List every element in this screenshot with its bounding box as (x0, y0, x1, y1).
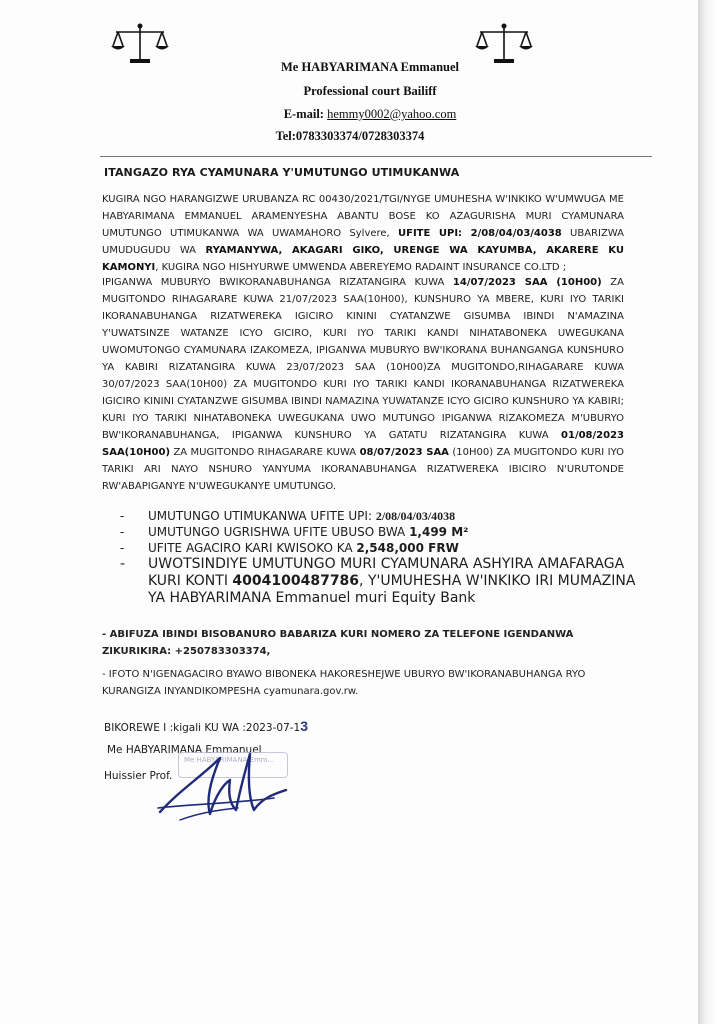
para2-text: ZA MUGITONDO RIHAGARARE KUWA (170, 447, 360, 458)
list-item-text: UMUTUNGO UTIMUKANWA UFITE UPI: (148, 509, 376, 523)
contact-note: - ABIFUZA IBINDI BISOBANURO BABARIZA KURI NOMERO ZA TELEFONE IGENDANWA ZIKURIKIRA: +250783303374, (102, 629, 574, 657)
list-item (120, 508, 640, 524)
signatory-name: Me HABYARIMANA Emmanuel (107, 744, 262, 756)
list-item-account: 4004100487786 (232, 573, 360, 589)
para1-location: RYAMANYWA, AKAGARI GIKO, URENGE WA KAYUMBA, AKARERE KU KAMONYI (102, 245, 624, 273)
property-details-list (120, 508, 640, 607)
header-divider (100, 156, 652, 157)
signatory-role: Huissier Prof. (104, 770, 173, 782)
list-item (120, 524, 640, 540)
para2-text: IPIGANWA MUBURYO BWIKORANABUHANGA RIZATANGIRA KUWA (102, 277, 453, 288)
list-item-text: UMUTUNGO UGRISHWA UFITE UBUSO BWA (148, 525, 410, 539)
para1-text: UBARIZWA UMUDUGUDU WA (102, 228, 624, 256)
handwritten-signature (150, 750, 290, 830)
email-label: E-mail: (283, 107, 328, 121)
list-item-text: , Y'UMUHESHA W'INKIKO IRI MUMAZINA YA HABYARIMANA Emmanuel muri Equity Bank (148, 573, 636, 606)
list-item-value: 2,548,000 FRW (356, 541, 459, 555)
telephone-line: Tel:0783303374/0728303374 (275, 129, 425, 143)
photo-note: - IFOTO N'IGENAGACIRO BYAWO BIBONEKA HAKORESHEJWE UBURYO BW'IKORANABUHANGA RYO KURANGIZA INYANDIKOMPESHA cyamunara.gov.rw. (102, 669, 586, 697)
paragraph-intro (102, 191, 624, 276)
notice-title: ITANGAZO RYA CYAMUNARA Y'UMUTUNGO UTIMUKANWA (104, 166, 460, 179)
list-item-text: UWOTSINDIYE UMUTUNGO MURI CYAMUNARA ASHYIRA AMAFARAGA KURI KONTI (148, 556, 625, 589)
list-item (120, 556, 640, 607)
list-item-upi: 2/08/04/03/4038 (375, 509, 456, 523)
list-item (120, 540, 640, 556)
email-link[interactable]: hemmy0002@yahoo.com (327, 107, 457, 121)
para2-end-date: 08/07/2023 SAA (359, 447, 449, 458)
list-item-text: UFITE AGACIRO KARI KWISOKO KA (148, 541, 357, 555)
signing-date-text: BIKOREWE I :kigali KU WA :2023-07-1 (104, 722, 301, 734)
para2-text: (10H00) ZA MUGITONDO KURI IYO TARIKI ARI NAYO NSHURO YANYUMA IKORANABUHANGA RIZATWEREKA IBICIRO N'URUTONDE RW'ABAPIGANYE N'UWEGUKANYE UMUTUNGO. (102, 447, 625, 492)
page-edge-shadow (698, 0, 718, 1024)
email-line (20, 107, 718, 122)
paragraph-auction-schedule (102, 274, 624, 495)
official-stamp: Me HABYARIMANA Emm... (178, 752, 288, 778)
bailiff-role: Professional court Bailiff (303, 84, 437, 98)
para2-start-date: 14/07/2023 SAA (10H00) (452, 277, 602, 288)
para1-upi: UFITE UPI: 2/08/04/03/4038 (398, 228, 562, 239)
para1-text: , KUGIRA NGO HISHYURWE UMWENDA ABEREYEMO RADAINT INSURANCE CO.LTD ; (155, 262, 567, 273)
para2-text: ZA MUGITONDO RIHAGARARE KUWA 21/07/2023 SAA(10H00), KUNSHURO YA MBERE, KURI IYO TARIKI IKORANABUHANGA RIZATWEREKA IGICIRO KININI CYATANZWE GISUMBA IBINDI N'AMAZINA Y'UWATSINZE WATANZE ICYO GICIRO, KURI IYO TARIKI KANDI NIHATABONEKA UWEGUKANA UWOMUTONGO CYAMUNARA IZAKOMEZA, IPIGANWA MUBURYO BW'IKORANA BUHANGANGA KUNSHURO YA KABIRI RIZATANGIRA KUWA 23/07/2023 SAA (10H00)ZA MUGITONDO,RIHAGARARE KUWA 30/07/2023 SAA(10H00) ZA MUGITONDO KURI IYO TARIKI KANDI IKORANABUHANGA RIZATWEREKA IGICIRO KININI CYATANZWE GISUMBA IBINDI NAMAZINA YUWATANZE ICYO GICIRO KUNSHURO YA KABIRI; KURI IYO TARIKI NIHATABONEKA UWEGUKANA UWO MUTUNGO IPIGANWA RIZAKOMEZA M'UBURYO BW'IKORANABUHANGA, IPIGANWA KUNSHURO YA GATATU RIZATANGIRA KUWA (102, 277, 624, 441)
handwritten-digit: 3 (300, 718, 309, 734)
list-item-area: 1,499 M² (409, 525, 469, 539)
para2-third-start-date: 01/08/2023 SAA(10H00) (102, 430, 624, 458)
bailiff-name: Me HABYARIMANA Emmanuel (280, 60, 459, 74)
para1-text: KUGIRA NGO HARANGIZWE URUBANZA RC 00430/2021/TGI/NYGE UMUHESHA W'INKIKO W'UMWUGA ME HABYARIMANA EMMANUEL ARAMENYESHA ABANTU BOSE KO AZAGURISHA MURI CYAMUNARA UMUTUNGO UTIMUKANWA WA UWAMAHORO Sylvere, (102, 194, 624, 239)
signing-date (104, 718, 308, 734)
